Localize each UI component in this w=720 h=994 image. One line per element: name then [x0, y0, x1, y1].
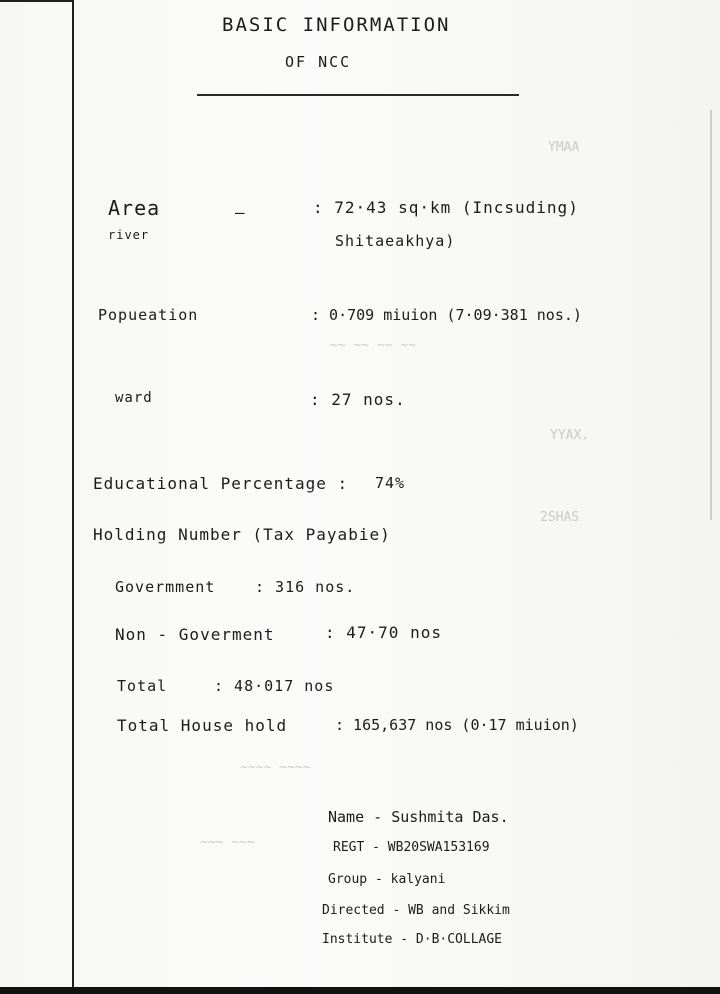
population-value: : 0·709 miuion (7·09·381 nos.): [311, 306, 582, 324]
title-underline: [197, 94, 519, 96]
signature-institute: Institute - D·B·COLLAGE: [322, 932, 503, 947]
signature-name: Name - Sushmita Das.: [328, 808, 509, 826]
area-label: Area: [108, 196, 161, 220]
page-top-corner-line: [0, 0, 74, 2]
area-value: : 72·43 sq·km (Incsuding): [313, 198, 579, 217]
total-label: Total: [117, 677, 168, 695]
bleed-through-text: ~~ ~~ ~~ ~~: [330, 338, 417, 353]
bleed-through-text: YMAA: [548, 140, 580, 155]
government-value: : 316 nos.: [255, 578, 356, 596]
area-value-continued: Shitaeakhya): [335, 232, 456, 250]
bleed-through-text: 2SHAS: [540, 510, 580, 525]
non-government-label: Non - Goverment: [115, 625, 275, 644]
household-label: Total House hold: [117, 716, 288, 735]
right-edge-line: [710, 110, 712, 520]
total-value: : 48·017 nos: [214, 677, 335, 695]
area-sublabel: river: [108, 228, 150, 242]
area-dash: —: [235, 203, 246, 222]
bleed-through-text: YYAX.: [550, 428, 590, 443]
signature-regt: REGT - WB20SWA153169: [333, 840, 490, 855]
page-margin-line: [72, 0, 74, 987]
bottom-shadow-bar: [0, 987, 720, 994]
signature-directed: Directed - WB and Sikkim: [322, 903, 510, 918]
holding-heading: Holding Number (Tax Payabie): [93, 525, 391, 544]
page-title: BASIC INFORMATION: [222, 14, 451, 36]
signature-group: Group - kalyani: [328, 872, 446, 887]
government-label: Govermment: [115, 578, 216, 596]
ward-value: : 27 nos.: [310, 390, 406, 409]
bleed-through-text: ~~~~ ~~~~: [240, 760, 311, 775]
ward-label: ward: [115, 390, 153, 406]
non-government-value: : 47·70 nos: [325, 623, 442, 642]
population-label: Popueation: [98, 306, 199, 324]
education-label: Educational Percentage :: [93, 474, 349, 493]
education-value: 74%: [375, 474, 406, 492]
page-subtitle: OF NCC: [285, 53, 352, 71]
household-value: : 165,637 nos (0·17 miuion): [335, 716, 579, 734]
bleed-through-text: ~~~ ~~~: [200, 835, 255, 850]
